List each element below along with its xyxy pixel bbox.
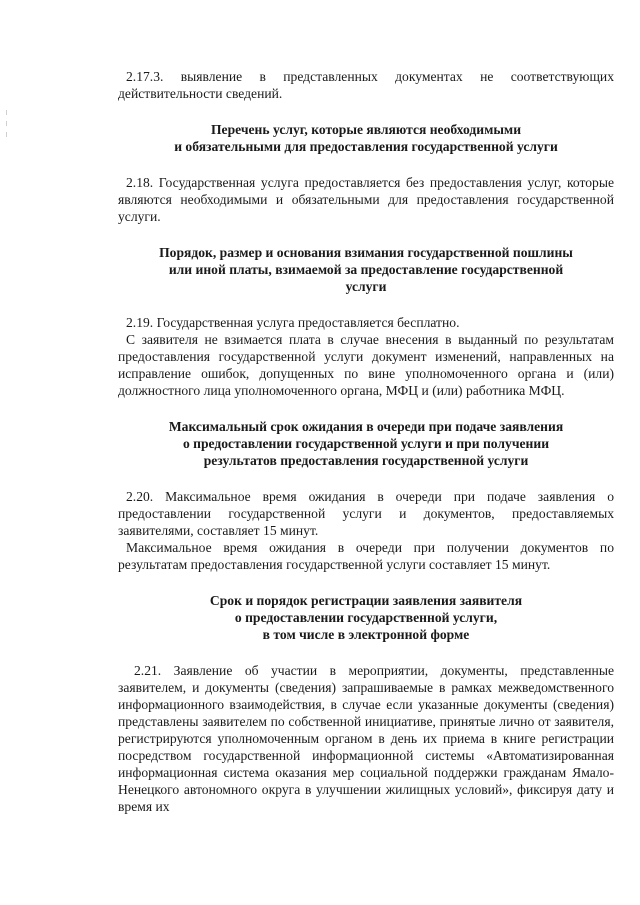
heading-line: Максимальный срок ожидания в очереди при подаче заявления (168, 419, 564, 434)
heading-line: Перечень услуг, которые являются необходимыми (210, 122, 522, 137)
clause-2-18: 2.18. Государственная услуга предоставляется без предоставления услуг, которые являются необходимыми и обязательными для предоставления государственной услуги. (118, 175, 614, 224)
section-heading-registration (118, 592, 614, 643)
section-heading-required-services (118, 121, 614, 155)
section-heading-state-fee (118, 244, 614, 295)
clause-2-19: 2.19. Государственная услуга предоставляется бесплатно. (126, 315, 460, 330)
heading-line: или иной платы, взимаемой за предоставление государственной (168, 262, 564, 277)
heading-line: услуги (345, 279, 387, 294)
scan-margin-marks (6, 110, 8, 150)
heading-line: о предоставлении государственной услуги и при получении (182, 436, 550, 451)
heading-line: и обязательными для предоставления государственной услуги (174, 139, 558, 154)
heading-line: о предоставлении государственной услуги, (234, 610, 498, 625)
clause-2-20: 2.20. Максимальное время ожидания в очереди при подаче заявления о предоставлении государственной услуги и документов, предоставляемых заявителями, составляет 15 минут. (118, 489, 614, 538)
clause-2-19-fee-exemption: С заявителя не взимается плата в случае внесения в выданный по результатам предоставления государственной услуги документ изменений, направленных на исправление ошибок, допущенных по вине уполномоченного органа и (или) должностного лица уполномоченного органа, МФЦ и (или) работника МФЦ. (118, 332, 614, 398)
clause-2-17-3: 2.17.3. выявление в представленных документах не соответствующих действительности сведений. (118, 69, 614, 101)
heading-line: Порядок, размер и основания взимания государственной пошлины (159, 245, 573, 260)
heading-line: результатов предоставления государственной услуги (203, 453, 529, 468)
heading-line: Срок и порядок регистрации заявления заявителя (209, 593, 523, 608)
document-body (118, 68, 614, 815)
heading-line: в том числе в электронной форме (262, 627, 470, 642)
section-heading-queue-time (118, 418, 614, 469)
clause-2-21: 2.21. Заявление об участии в мероприятии, документы, представленные заявителем, и документы (сведения) запрашиваемые в рамках межведомственного информационного взаимодействия, в случае если указанные документы (сведения) представлены заявителем по собственной инициативе, принятые лично от заявителя, регистрируются уполномоченным органом в день их приема в книге регистрации посредством государственной информационной системы «Автоматизированная информационная система оказания мер социальной поддержки гражданам Ямало-Ненецкого автономного округа в улучшении жилищных условий», фиксируя дату и время их (118, 663, 614, 814)
clause-2-20-results-queue: Максимальное время ожидания в очереди при получении документов по результатам предоставления государственной услуги составляет 15 минут. (118, 540, 614, 572)
